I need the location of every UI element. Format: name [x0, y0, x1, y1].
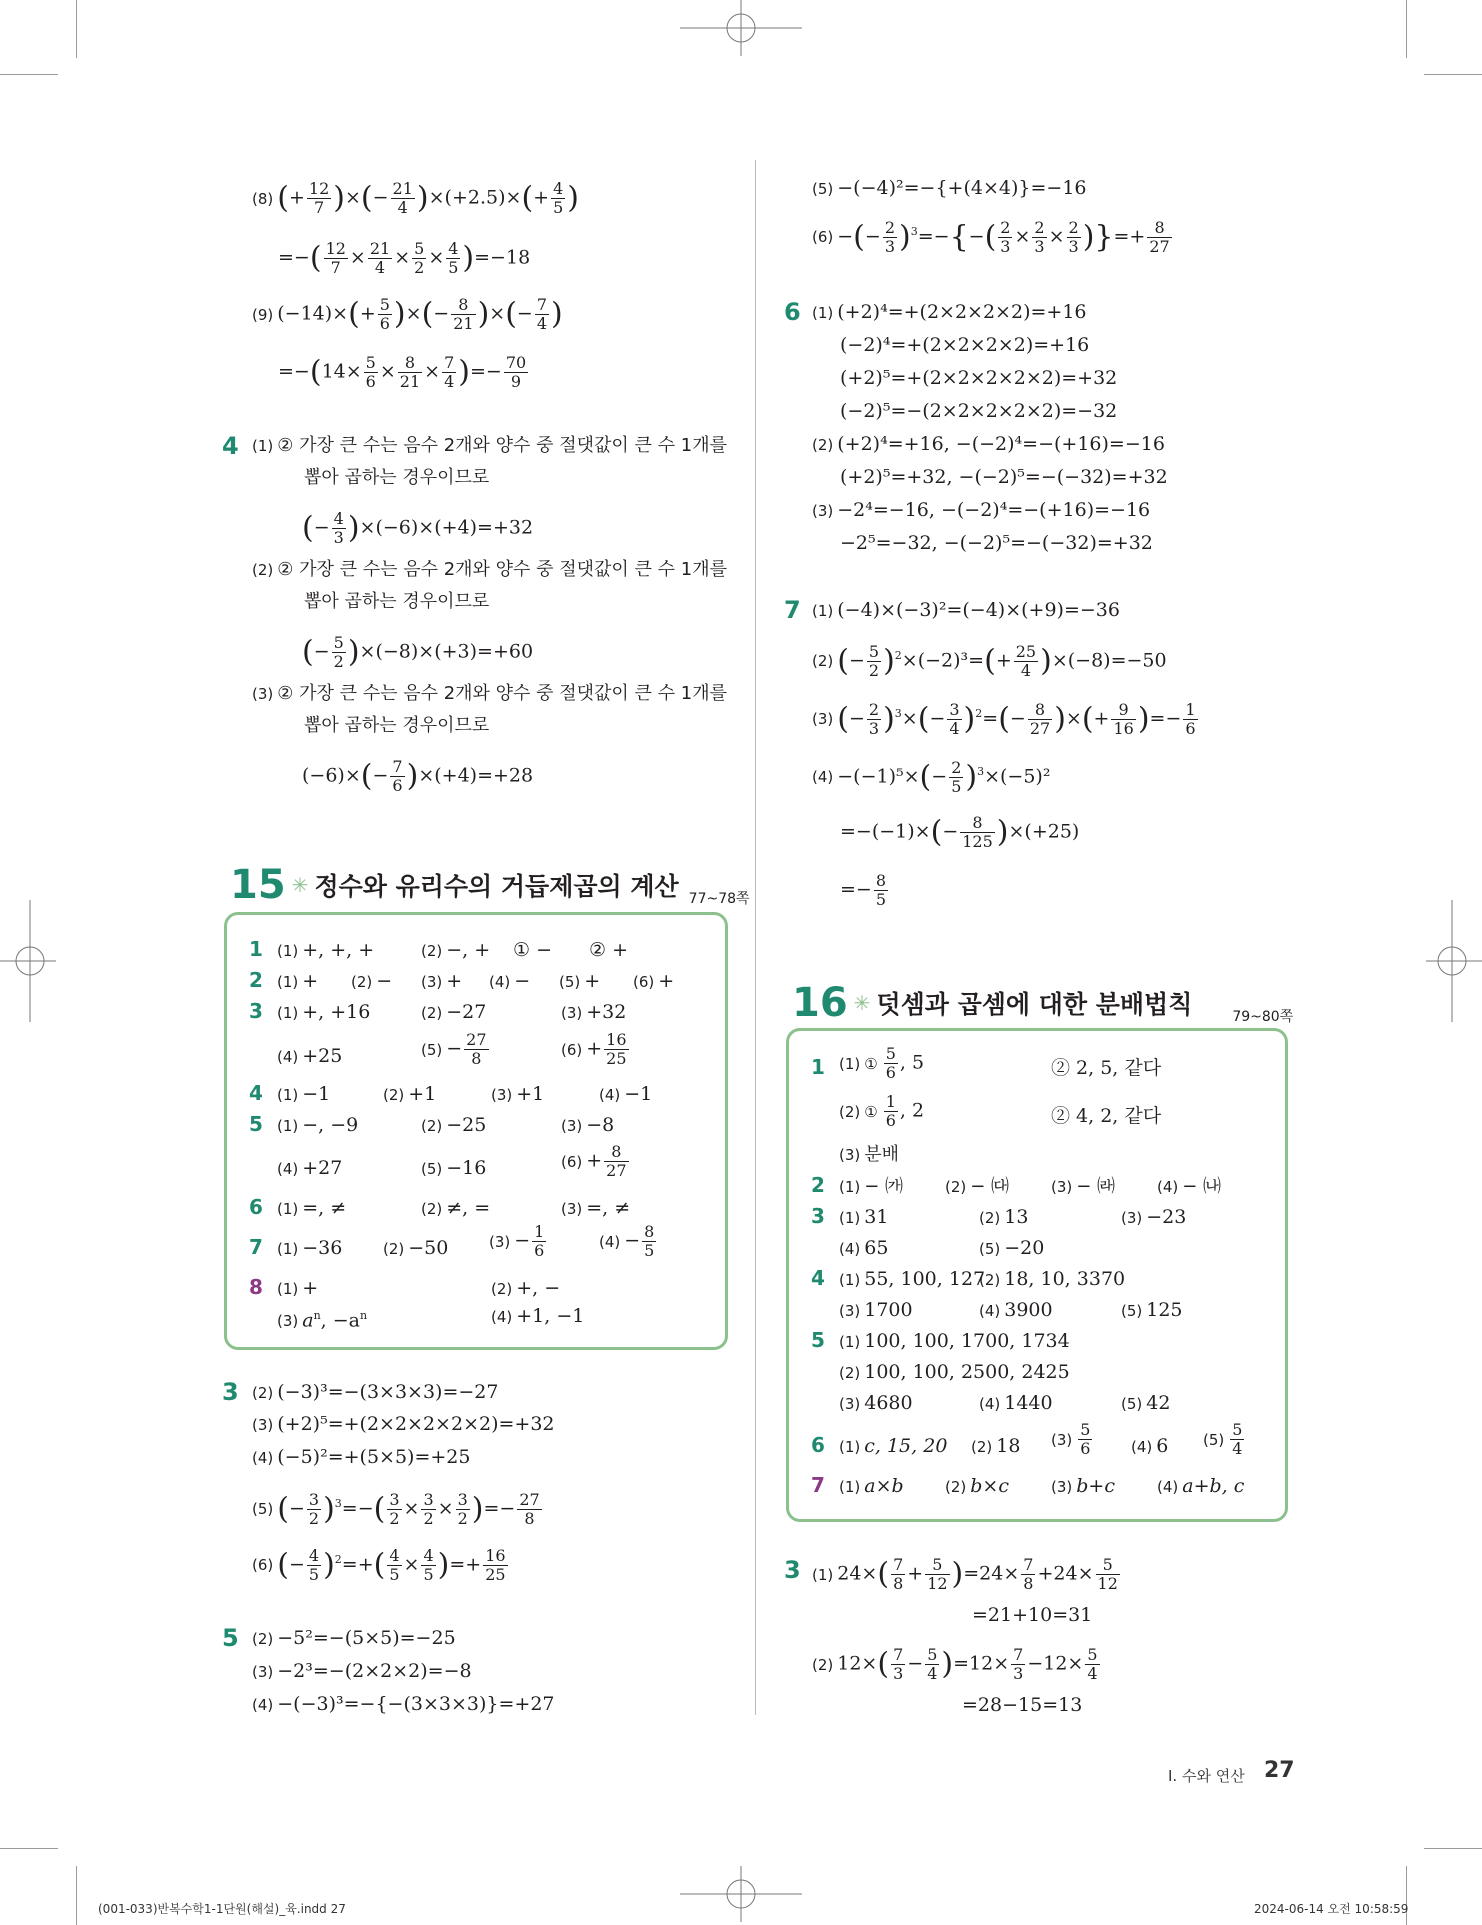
answer-line: 뽑아 곱하는 경우이므로 [304, 591, 490, 612]
answer-line: (2) −5²=−(5×5)=−25 [252, 1627, 456, 1649]
row: (5) − $\frac{27}{8}$ [421, 1030, 487, 1068]
row-number: 3 [811, 1204, 825, 1228]
row: (4) − [489, 970, 531, 992]
answer-line: (3) ② 가장 큰 수는 음수 2개와 양수 중 절댓값이 큰 수 1개를 [252, 683, 727, 704]
registration-mark [0, 900, 56, 1022]
answer-line: (2) (− $\frac{5}{2}$ )$^2$×(−2)³=(+ $\frac{25}{4}$ )×(−8)=−50 [812, 641, 1167, 680]
answer-box [224, 912, 728, 1350]
row: (4) 1440 [979, 1392, 1053, 1414]
crop-mark [76, 0, 77, 58]
crop-mark [1424, 74, 1482, 75]
row: (2) 18 [971, 1435, 1021, 1457]
answer-line: (3) −2³=−(2×2×2)=−8 [252, 1660, 472, 1682]
row: (5) 125 [1121, 1299, 1183, 1321]
answer-line: (1) (−4)×(−3)²=(−4)×(+9)=−36 [812, 599, 1120, 621]
answer-line: (1) ② 가장 큰 수는 음수 2개와 양수 중 절댓값이 큰 수 1개를 [252, 435, 727, 456]
answer-line: (6) −(− $\frac{2}{3}$ )$^3$=−{−( $\frac{2}{3}$ × $\frac{2}{3}$ × $\frac{2}{3}$ )}=+ $\frac{8}{27}$ [812, 217, 1170, 256]
crop-mark [76, 1866, 77, 1925]
row: (2) − ㈐ [945, 1176, 1010, 1197]
row: (4) − $\frac{8}{5}$ [599, 1222, 655, 1260]
row: (1) −36 [277, 1237, 343, 1259]
question-number: 4 [222, 432, 239, 460]
registration-mark [680, 0, 802, 56]
row: (6) + $\frac{8}{27}$ [561, 1142, 627, 1180]
answer-line: (3) −2⁴=−16, −(−2)⁴=−(+16)=−16 [812, 499, 1151, 521]
row-number: 4 [249, 1081, 263, 1105]
answer-line: −2⁵=−32, −(−2)⁵=−(−32)=+32 [840, 532, 1153, 554]
row: (1) a×b [839, 1475, 904, 1497]
row-number: 6 [811, 1433, 825, 1457]
crop-mark [1424, 1848, 1482, 1849]
row: (2) ① $\frac{1}{6}$ , 2 [839, 1092, 925, 1130]
row: (4) +1, −1 [491, 1305, 585, 1327]
answer-line: (−6)×(− $\frac{7}{6}$ )×(+4)=+28 [302, 757, 534, 795]
answer-line: =−(14× $\frac{5}{6}$ × $\frac{8}{21}$ × $\frac{7}{4}$ )=− $\frac{70}{9}$ [278, 353, 527, 391]
row: (1) 55, 100, 127 [839, 1268, 986, 1290]
row: (2) +1 [383, 1083, 437, 1105]
row: (2) −, + [421, 939, 491, 961]
row: (3) +32 [561, 1001, 627, 1023]
registration-mark [1426, 900, 1482, 1022]
column-divider [755, 160, 756, 1715]
row: (1) − ㈎ [839, 1176, 904, 1197]
row: ② 2, 5, 같다 [1051, 1057, 1162, 1079]
answer-line: =−( $\frac{12}{7}$ × $\frac{21}{4}$ × $\frac{5}{2}$ × $\frac{4}{5}$ )=−18 [278, 239, 531, 277]
row: (1) 100, 100, 1700, 1734 [839, 1330, 1070, 1352]
row-number: 1 [811, 1055, 825, 1079]
row-number: 7 [249, 1235, 263, 1259]
file-info: (001-033)반복수학1-1단원(해설)_육.indd 27 [98, 1902, 346, 1916]
answer-line: (3) (− $\frac{2}{3}$ )$^3$×(− $\frac{3}{4}$ )$^2$=(− $\frac{8}{27}$ )×(+ $\frac{9}{16}$ )=− $\frac{1}{6}$ [812, 699, 1196, 738]
row: (4) 3900 [979, 1299, 1053, 1321]
answer-line: (4) (−5)²=+(5×5)=+25 [252, 1446, 471, 1468]
row: (5) −16 [421, 1157, 487, 1179]
registration-mark [680, 1866, 802, 1922]
row: (3) −23 [1121, 1206, 1187, 1228]
answer-line: (1) 24×( $\frac{7}{8}$ + $\frac{5}{12}$ )=24× $\frac{7}{8}$ +24× $\frac{5}{12}$ [812, 1555, 1118, 1593]
row-number: 2 [811, 1173, 825, 1197]
row: (1) −, −9 [277, 1114, 359, 1136]
row-number: 7 [811, 1473, 825, 1497]
answer-line: (2) ② 가장 큰 수는 음수 2개와 양수 중 절댓값이 큰 수 1개를 [252, 559, 727, 580]
row: (6) + [633, 970, 675, 992]
section-title: 정수와 유리수의 거듭제곱의 계산 [314, 872, 679, 901]
answer-line: (5) (− $\frac{3}{2}$ )$^3$=−( $\frac{3}{2}$ × $\frac{3}{2}$ × $\frac{3}{2}$ )=− $\frac{27}{8}$ [252, 1489, 540, 1528]
answer-line: (−2)⁵=−(2×2×2×2×2)=−32 [840, 400, 1118, 422]
row-number: 5 [811, 1328, 825, 1352]
section-header [230, 862, 750, 908]
question-number: 3 [222, 1378, 239, 1406]
question-number: 3 [784, 1556, 801, 1584]
answer-line: =− $\frac{8}{5}$ [840, 871, 887, 909]
section-header [792, 980, 1293, 1026]
answer-line: 뽑아 곱하는 경우이므로 [304, 715, 490, 736]
asterisk-icon: ✳ [291, 873, 309, 897]
page-number: 27 [1264, 1758, 1295, 1783]
question-number: 6 [784, 298, 801, 326]
answer-line: (6) (− $\frac{4}{5}$ )$^2$=+( $\frac{4}{5}$ × $\frac{4}{5}$ )=+ $\frac{16}{25}$ [252, 1545, 506, 1584]
answer-line: (+2)⁵=+32, −(−2)⁵=−(−32)=+32 [840, 466, 1168, 488]
row-number: 4 [811, 1266, 825, 1290]
row: (4) +25 [277, 1045, 343, 1067]
print-date: 2024-06-14 오전 10:58:59 [1254, 1902, 1409, 1916]
answer-line: (2) 12×( $\frac{7}{3}$ − $\frac{5}{4}$ )=12× $\frac{7}{3}$ −12× $\frac{5}{4}$ [812, 1645, 1098, 1683]
answer-line: (2) (−3)³=−(3×3×3)=−27 [252, 1381, 499, 1403]
crop-mark [0, 74, 58, 75]
section-title: 덧셈과 곱셈에 대한 분배법칙 [876, 990, 1193, 1019]
row: (1) −1 [277, 1083, 331, 1105]
asterisk-icon: ✳ [853, 991, 871, 1015]
row: (4) a+b, c [1157, 1475, 1245, 1497]
row: (5) −20 [979, 1237, 1045, 1259]
answer-line: =28−15=13 [962, 1694, 1083, 1716]
row-number: 2 [249, 968, 263, 992]
row: (3) + [421, 970, 463, 992]
row: (3) +1 [491, 1083, 545, 1105]
row-number: 3 [249, 999, 263, 1023]
row: (1) +, +, + [277, 939, 375, 961]
row: (3) b+c [1051, 1475, 1115, 1497]
answer-line: (4) −(−3)³=−{−(3×3×3)}=+27 [252, 1693, 555, 1715]
row: (4) −1 [599, 1083, 653, 1105]
question-number: 5 [222, 1624, 239, 1652]
answer-line: (+2)⁵=+(2×2×2×2×2)=+32 [840, 367, 1118, 389]
row: (3) 4680 [839, 1392, 913, 1414]
row: (5) 42 [1121, 1392, 1171, 1414]
section-pages: 79~80쪽 [1232, 1009, 1294, 1025]
row: (3) $a^n$, $-a^n$ [277, 1309, 368, 1332]
row: (4) +27 [277, 1157, 343, 1179]
row: (3) − ㈑ [1051, 1176, 1116, 1197]
answer-line: (− $\frac{4}{3}$ )×(−6)×(+4)=+32 [302, 509, 534, 547]
row: (3) − $\frac{1}{6}$ [489, 1222, 545, 1260]
answer-line: (1) (+2)⁴=+(2×2×2×2)=+16 [812, 301, 1087, 323]
row: (2) −25 [421, 1114, 487, 1136]
row: (3) $\frac{5}{6}$ [1051, 1420, 1091, 1458]
row: (2) 13 [979, 1206, 1029, 1228]
row: (3) −8 [561, 1114, 615, 1136]
row: (3) =, ≠ [561, 1197, 631, 1219]
section-number: 15 [230, 862, 286, 908]
row: (3) 분배 [839, 1144, 900, 1165]
row: (1) + [277, 970, 319, 992]
row-number: 6 [249, 1195, 263, 1219]
row: (1) ① $\frac{5}{6}$ , 5 [839, 1044, 925, 1082]
row: (1) 31 [839, 1206, 889, 1228]
answer-line: (2) (+2)⁴=+16, −(−2)⁴=−(+16)=−16 [812, 433, 1165, 455]
row-number: 5 [249, 1112, 263, 1136]
row-number: 8 [249, 1275, 263, 1299]
answer-line: (− $\frac{5}{2}$ )×(−8)×(+3)=+60 [302, 633, 534, 671]
answer-line: (5) −(−4)²=−{+(4×4)}=−16 [812, 177, 1087, 199]
row: (5) + [559, 970, 601, 992]
row: (2) −27 [421, 1001, 487, 1023]
answer-box [786, 1028, 1288, 1522]
answer-line: (8) (+ $\frac{12}{7}$ )×(− $\frac{21}{4}$ )×(+2.5)×(+ $\frac{4}{5}$ ) [252, 179, 579, 217]
answer-line: (−2)⁴=+(2×2×2×2)=+16 [840, 334, 1090, 356]
row: ② 4, 2, 같다 [1051, 1105, 1162, 1127]
row: (4) 6 [1131, 1435, 1169, 1457]
section-pages: 77~78쪽 [688, 891, 750, 907]
row: (3) 1700 [839, 1299, 913, 1321]
answer-line: 뽑아 곱하는 경우이므로 [304, 467, 490, 488]
answer-line: =−(−1)×(− $\frac{8}{125}$ )×(+25) [840, 813, 1080, 851]
row: (2) − [351, 970, 393, 992]
row: (1) +, +16 [277, 1001, 371, 1023]
row: (6) + $\frac{16}{25}$ [561, 1030, 627, 1068]
answer-line: =21+10=31 [972, 1604, 1093, 1626]
crop-mark [1406, 0, 1407, 58]
row: ② + [589, 939, 628, 961]
row: (2) +, − [491, 1277, 561, 1299]
row: (2) b×c [945, 1475, 1009, 1497]
row: (4) − ㈏ [1157, 1176, 1222, 1197]
row: (2) ≠, = [421, 1197, 491, 1219]
row-number: 1 [249, 937, 263, 961]
row: ① − [513, 939, 552, 961]
section-number: 16 [792, 980, 848, 1026]
answer-line: (3) (+2)⁵=+(2×2×2×2×2)=+32 [252, 1413, 555, 1435]
row: (1) =, ≠ [277, 1197, 347, 1219]
question-number: 7 [784, 596, 801, 624]
answer-line: (4) −(−1)⁵×(− $\frac{2}{5}$ )$^3$×(−5)² [812, 757, 1051, 796]
chapter-label: I. 수와 연산 [1168, 1767, 1245, 1785]
answer-line: (9) (−14)×(+ $\frac{5}{6}$ )×(− $\frac{8}{21}$ )×(− $\frac{7}{4}$ ) [252, 295, 563, 333]
row: (5) $\frac{5}{4}$ [1203, 1420, 1243, 1458]
row: (2) −50 [383, 1237, 449, 1259]
row: (1) c, 15, 20 [839, 1435, 948, 1457]
row: (1) + [277, 1277, 319, 1299]
row: (2) 18, 10, 3370 [979, 1268, 1126, 1290]
row: (2) 100, 100, 2500, 2425 [839, 1361, 1070, 1383]
crop-mark [0, 1848, 58, 1849]
row: (4) 65 [839, 1237, 889, 1259]
